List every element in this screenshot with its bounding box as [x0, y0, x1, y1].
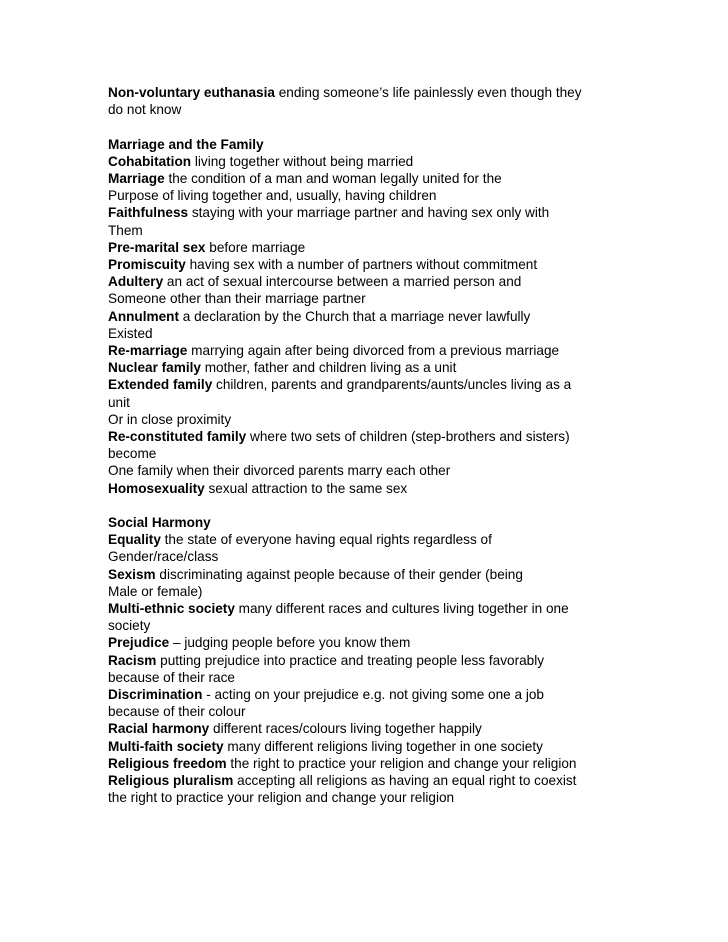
glossary-term: Extended family	[108, 377, 213, 393]
glossary-definition: Them	[108, 222, 143, 238]
glossary-term: Homosexuality	[108, 480, 205, 496]
glossary-entry	[108, 634, 668, 651]
glossary-definition: where two sets of children (step-brothers and sisters)	[246, 429, 570, 445]
glossary-term: Re-constituted family	[108, 429, 247, 445]
glossary-continuation	[108, 669, 668, 686]
glossary-definition: society	[108, 618, 151, 634]
glossary-definition: sexual attraction to the same sex	[204, 480, 408, 496]
glossary-definition: many different religions living together in one society	[223, 738, 543, 754]
glossary-term: Discrimination	[108, 687, 203, 703]
glossary-term: Sexism	[108, 566, 156, 582]
glossary-definition: Purpose of living together and, usually, having children	[108, 188, 437, 204]
glossary-continuation	[108, 101, 668, 118]
glossary-term: Promiscuity	[108, 257, 186, 273]
glossary-term: Annulment	[108, 308, 179, 324]
glossary-entry	[108, 566, 668, 583]
glossary-definition: discriminating against people because of their gender (being	[155, 566, 523, 582]
glossary-continuation	[108, 462, 668, 479]
glossary-entry	[108, 686, 668, 703]
glossary-definition: having sex with a number of partners without commitment	[185, 257, 538, 273]
glossary-definition: an act of sexual intercourse between a married person and	[163, 274, 522, 290]
glossary-term: Pre-marital sex	[108, 239, 206, 255]
glossary-definition: become	[108, 446, 157, 462]
glossary-term: Nuclear family	[108, 360, 201, 376]
glossary-definition: Someone other than their marriage partner	[108, 291, 366, 307]
glossary-definition: because of their colour	[108, 704, 246, 720]
glossary-term: Religious freedom	[108, 755, 227, 771]
glossary-definition: before marriage	[205, 239, 306, 255]
glossary-continuation	[108, 187, 668, 204]
glossary-entry	[108, 342, 668, 359]
paragraph-gap	[108, 497, 668, 514]
glossary-term: Equality	[108, 532, 161, 548]
glossary-continuation	[108, 583, 668, 600]
glossary-definition: the right to practice your religion and change your religion	[226, 755, 577, 771]
glossary-entry	[108, 531, 668, 548]
paragraph-gap	[108, 118, 668, 135]
glossary-entry	[108, 428, 668, 445]
glossary-term: Non-voluntary euthanasia	[108, 85, 275, 100]
glossary-entry	[108, 204, 668, 221]
glossary-term: Racial harmony	[108, 721, 210, 737]
glossary-term: Multi-faith society	[108, 738, 224, 754]
glossary-definition: do not know	[108, 102, 182, 118]
glossary-continuation	[108, 445, 668, 462]
glossary-entry	[108, 480, 668, 497]
glossary-term: Prejudice	[108, 635, 170, 651]
glossary-continuation	[108, 703, 668, 720]
glossary-continuation	[108, 617, 668, 634]
glossary-entry	[108, 84, 668, 101]
glossary-definition: the state of everyone having equal rights regardless of	[160, 532, 492, 548]
glossary-definition: because of their race	[108, 669, 235, 685]
glossary-definition: accepting all religions as having an equal right to coexist	[233, 773, 577, 789]
glossary-continuation	[108, 222, 668, 239]
glossary-entry	[108, 652, 668, 669]
glossary-continuation	[108, 411, 668, 428]
glossary-entry	[108, 308, 668, 325]
glossary-continuation	[108, 394, 668, 411]
glossary-entry	[108, 170, 668, 187]
glossary-entry	[108, 720, 668, 737]
glossary-term: Religious pluralism	[108, 773, 234, 789]
glossary-definition: staying with your marriage partner and having sex only with	[188, 205, 550, 221]
glossary-term: Cohabitation	[108, 153, 192, 169]
glossary-continuation	[108, 325, 668, 342]
glossary-entry	[108, 772, 668, 789]
glossary-definition: - acting on your prejudice e.g. not giving some one a job	[202, 687, 544, 703]
document-page	[108, 84, 668, 807]
glossary-definition: marrying again after being divorced from a previous marriage	[187, 343, 560, 359]
glossary-definition: children, parents and grandparents/aunts/uncles living as a	[212, 377, 572, 393]
glossary-entry	[108, 239, 668, 256]
glossary-definition: ending someone’s life painlessly even though they	[274, 85, 582, 100]
glossary-definition: Or in close proximity	[108, 411, 232, 427]
glossary-entry	[108, 600, 668, 617]
glossary-definition: the condition of a man and woman legally united for the	[164, 171, 502, 186]
glossary-definition: mother, father and children living as a unit	[200, 360, 457, 376]
glossary-definition: Male or female)	[108, 583, 203, 599]
glossary-definition: the right to practice your religion and change your religion	[108, 790, 455, 806]
glossary-entry	[108, 376, 668, 393]
glossary-continuation	[108, 548, 668, 565]
glossary-definition: living together without being married	[191, 153, 414, 169]
glossary-entry	[108, 755, 668, 772]
glossary-definition: different races/colours living together happily	[209, 721, 482, 737]
glossary-entry	[108, 273, 668, 290]
glossary-definition: a declaration by the Church that a marriage never lawfully	[178, 308, 531, 324]
glossary-term: Adultery	[108, 274, 164, 290]
glossary-definition: putting prejudice into practice and treating people less favorably	[156, 652, 545, 668]
glossary-entry	[108, 738, 668, 755]
glossary-entry	[108, 359, 668, 376]
glossary-definition: Existed	[108, 325, 153, 341]
glossary-continuation	[108, 789, 668, 806]
section-heading: Marriage and the Family	[108, 136, 264, 152]
glossary-entry	[108, 256, 668, 273]
glossary-definition: unit	[108, 394, 130, 410]
glossary-entry	[108, 153, 668, 170]
glossary-definition: – judging people before you know them	[169, 635, 411, 651]
section-heading: Social Harmony	[108, 515, 211, 531]
glossary-continuation	[108, 290, 668, 307]
glossary-term: Faithfulness	[108, 205, 189, 221]
glossary-term: Racism	[108, 652, 157, 668]
glossary-definition: One family when their divorced parents marry each other	[108, 463, 451, 479]
glossary-term: Marriage	[108, 171, 165, 186]
glossary-definition: many different races and cultures living together in one	[234, 601, 569, 617]
glossary-term: Multi-ethnic society	[108, 601, 235, 617]
glossary-definition: Gender/race/class	[108, 549, 219, 565]
glossary-term: Re-marriage	[108, 343, 188, 359]
